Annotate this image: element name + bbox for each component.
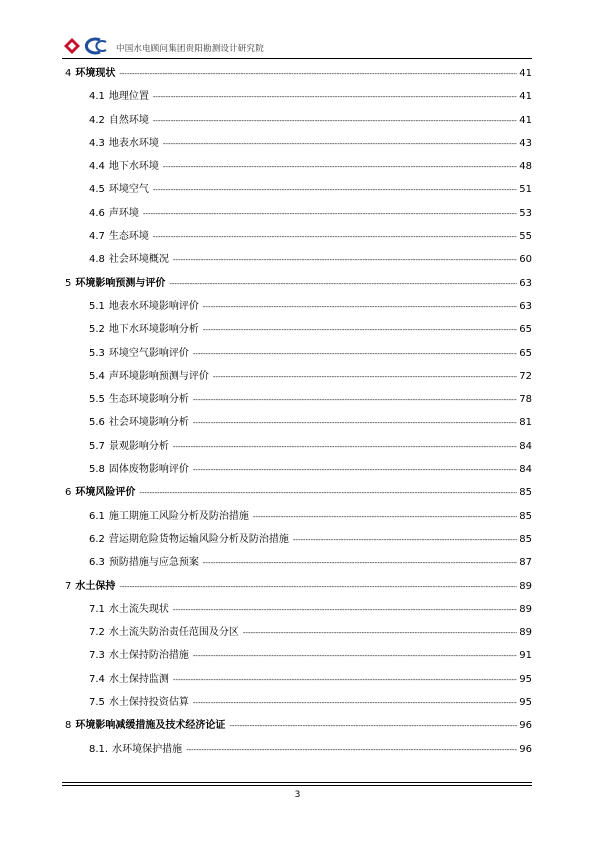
toc-entry-page: 81 [519,417,532,429]
toc-entry-title: 水土保持防治措施 [108,650,189,662]
toc-dot-leader [173,599,517,622]
toc-entry-number: 6.2 [89,533,105,545]
toc-dot-leader [193,459,517,482]
toc-dot-leader [193,412,517,435]
toc-entry-title: 景观影响分析 [108,440,169,452]
toc-section-entry[interactable] [62,551,532,574]
toc-dot-leader [193,645,517,668]
toc-entry-title: 营运期危险货物运输风险分析及防治措施 [108,533,289,545]
toc-entry-number: 6.3 [89,557,105,569]
toc-entry-title: 地表水环境影响评价 [108,300,199,312]
toc-entry-number: 4.2 [89,114,105,126]
toc-entry-page: 87 [519,557,532,569]
toc-entry-number: 4.4 [89,161,105,173]
toc-entry-title: 固体废物影响评价 [108,464,189,476]
toc-entry-title: 水土流失防治责任范围及分区 [108,627,239,639]
toc-entry-page: 65 [519,347,532,359]
toc-dot-leader [173,249,517,272]
toc-entry-title: 自然环境 [108,114,149,126]
toc-dot-leader [119,63,517,86]
toc-entry-number: 8 [65,720,72,732]
toc-dot-leader [173,669,517,692]
page-header [62,36,532,58]
toc-section-entry[interactable] [62,691,532,714]
table-of-contents [62,62,532,761]
toc-section-entry[interactable] [62,505,532,528]
toc-section-entry[interactable] [62,598,532,621]
toc-entry-page: 55 [519,231,532,243]
toc-section-entry[interactable] [62,155,532,178]
toc-dot-leader [203,552,517,575]
toc-section-entry[interactable] [62,365,532,388]
toc-section-entry[interactable] [62,668,532,691]
hydrochina-logo-icon [62,36,108,56]
toc-section-entry[interactable] [62,528,532,551]
toc-dot-leader [229,715,517,738]
toc-entry-page: 41 [519,68,532,79]
toc-dot-leader [243,622,517,645]
toc-entry-number: 4.3 [89,137,105,149]
toc-entry-title: 环境风险评价 [75,487,136,499]
toc-entry-number: 6.1 [89,510,105,522]
toc-section-entry[interactable] [62,342,532,365]
toc-entry-page: 78 [519,394,532,406]
toc-entry-page: 53 [519,207,532,219]
toc-entry-title: 生态环境 [108,231,149,243]
toc-entry-title: 水环境保护措施 [112,743,183,755]
footer-divider-thin [62,785,532,786]
toc-entry-title: 社会环境影响分析 [108,417,189,429]
toc-section-entry[interactable] [62,248,532,271]
toc-entry-number: 7.1 [89,603,105,615]
toc-entry-page: 96 [519,743,532,755]
toc-entry-title: 环境影响减缓措施及技术经济论证 [75,720,226,732]
toc-entry-page: 95 [519,697,532,709]
toc-entry-page: 85 [519,510,532,522]
toc-entry-number: 4.7 [89,231,105,243]
toc-entry-number: 7 [65,580,72,592]
toc-entry-page: 91 [519,650,532,662]
toc-entry-title: 环境空气 [108,184,149,196]
toc-entry-title: 水土保持 [75,580,116,592]
page-number: 3 [294,790,301,800]
toc-entry-title: 声环境 [108,207,139,219]
toc-entry-page: 85 [519,533,532,545]
toc-dot-leader [186,739,517,762]
toc-dot-leader [203,296,517,319]
toc-dot-leader [163,156,517,179]
toc-section-entry[interactable] [62,435,532,458]
toc-entry-number: 5.4 [89,370,105,382]
toc-entry-number: 7.5 [89,697,105,709]
toc-entry-number: 5.7 [89,440,105,452]
toc-dot-leader [293,529,517,552]
toc-dot-leader [193,343,517,366]
toc-chapter-entry[interactable] [62,575,532,598]
toc-entry-title: 水土流失现状 [108,603,169,615]
toc-entry-number: 8.1. [89,743,109,755]
toc-entry-title: 地下水环境影响分析 [108,324,199,336]
toc-entry-page: 63 [519,300,532,312]
toc-entry-page: 51 [519,184,532,196]
toc-section-entry[interactable] [62,202,532,225]
toc-section-entry[interactable] [62,411,532,434]
toc-section-entry[interactable] [62,738,532,761]
toc-section-entry[interactable] [62,644,532,667]
toc-chapter-entry[interactable] [62,481,532,504]
toc-entry-page: 89 [519,580,532,592]
toc-chapter-entry[interactable] [62,272,532,295]
toc-section-entry[interactable] [62,295,532,318]
toc-entry-title: 地表水环境 [108,137,159,149]
toc-entry-title: 水土保持监测 [108,673,169,685]
toc-section-entry[interactable] [62,132,532,155]
toc-entry-number: 5 [65,277,72,289]
toc-entry-page: 72 [519,370,532,382]
toc-section-entry[interactable] [62,318,532,341]
toc-chapter-entry[interactable] [62,62,532,85]
toc-entry-page: 95 [519,673,532,685]
toc-chapter-entry[interactable] [62,714,532,737]
toc-entry-number: 4.5 [89,184,105,196]
toc-entry-title: 水土保持投资估算 [108,697,189,709]
toc-dot-leader [163,133,517,156]
header-org-name: 中国水电顾问集团贵阳勘测设计研究院 [116,44,264,54]
toc-dot-leader [213,366,517,389]
toc-section-entry[interactable] [62,458,532,481]
toc-dot-leader [143,203,517,226]
toc-section-entry[interactable] [62,178,532,201]
toc-entry-number: 4.1 [89,91,105,103]
toc-entry-title: 预防措施与应急预案 [108,557,199,569]
footer-divider-thick [62,782,532,783]
toc-dot-leader [139,482,517,505]
toc-entry-page: 89 [519,627,532,639]
toc-entry-number: 7.4 [89,673,105,685]
toc-entry-number: 4.8 [89,254,105,266]
toc-section-entry[interactable] [62,621,532,644]
toc-entry-title: 环境影响预测与评价 [75,277,166,289]
toc-entry-page: 43 [519,137,532,149]
toc-section-entry[interactable] [62,109,532,132]
toc-dot-leader [203,319,517,342]
toc-entry-number: 5.5 [89,394,105,406]
toc-entry-title: 环境现状 [75,68,116,79]
toc-section-entry[interactable] [62,85,532,108]
toc-entry-page: 96 [519,720,532,732]
header-divider [62,58,532,59]
toc-entry-page: 63 [519,277,532,289]
toc-dot-leader [169,273,517,296]
toc-entry-number: 5.8 [89,464,105,476]
toc-entry-page: 41 [519,114,532,126]
toc-entry-number: 6 [65,487,72,499]
toc-entry-number: 5.6 [89,417,105,429]
toc-dot-leader [253,506,517,529]
toc-entry-page: 84 [519,440,532,452]
toc-dot-leader [173,436,517,459]
toc-entry-number: 7.2 [89,627,105,639]
toc-entry-number: 7.3 [89,650,105,662]
toc-entry-page: 41 [519,91,532,103]
toc-dot-leader [153,226,517,249]
toc-entry-title: 社会环境概况 [108,254,169,266]
toc-entry-title: 施工期施工风险分析及防治措施 [108,510,249,522]
toc-entry-number: 5.1 [89,300,105,312]
toc-entry-page: 60 [519,254,532,266]
toc-dot-leader [119,576,517,599]
toc-entry-title: 声环境影响预测与评价 [108,370,209,382]
toc-dot-leader [153,179,517,202]
toc-dot-leader [153,110,517,133]
toc-entry-page: 65 [519,324,532,336]
toc-entry-title: 地下水环境 [108,161,159,173]
toc-entry-number: 4 [65,68,72,79]
toc-entry-number: 5.3 [89,347,105,359]
toc-entry-title: 环境空气影响评价 [108,347,189,359]
toc-section-entry[interactable] [62,225,532,248]
toc-entry-page: 85 [519,487,532,499]
toc-entry-page: 48 [519,161,532,173]
toc-entry-title: 地理位置 [108,91,149,103]
toc-dot-leader [153,86,517,109]
toc-entry-number: 4.6 [89,207,105,219]
toc-entry-page: 84 [519,464,532,476]
toc-dot-leader [193,692,517,715]
toc-entry-page: 89 [519,603,532,615]
toc-entry-number: 5.2 [89,324,105,336]
toc-entry-title: 生态环境影响分析 [108,394,189,406]
toc-dot-leader [193,389,517,412]
toc-section-entry[interactable] [62,388,532,411]
